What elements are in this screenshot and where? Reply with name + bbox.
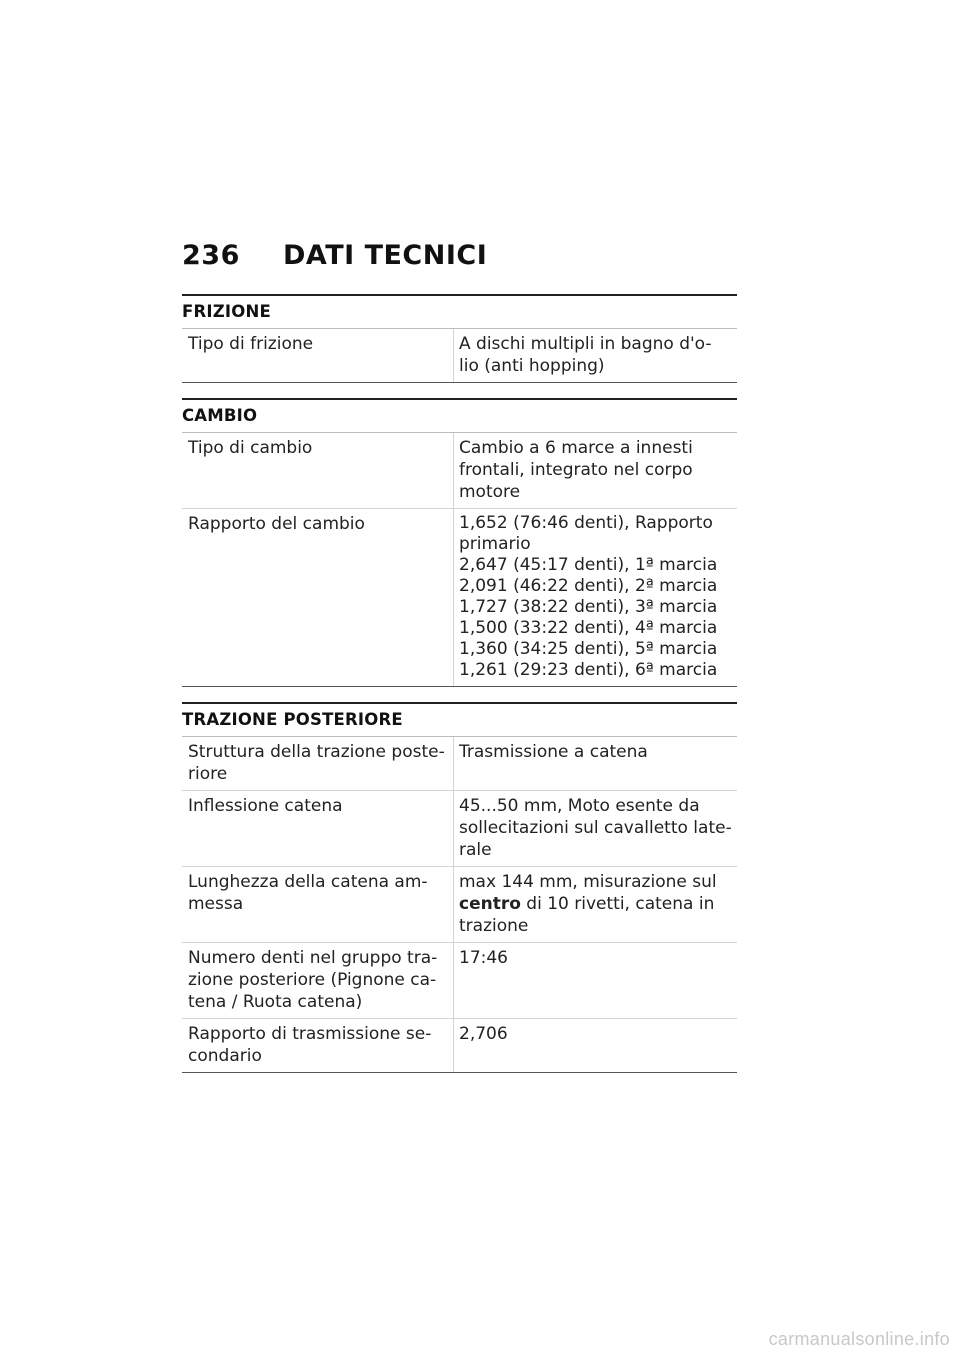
section-title: TRAZIONE POSTERIORE [182, 710, 403, 729]
spec-table [182, 736, 737, 1073]
spec-value: 17:46 [459, 948, 508, 968]
spec-label: Inflessione catena [182, 791, 454, 866]
spec-value-text: max 144 mm, misurazione sul [459, 872, 717, 892]
spec-label: Numero denti nel gruppo tra- zione posteriore (Pignone ca- tena / Ruota catena) [182, 943, 454, 1018]
section-title: FRIZIONE [182, 302, 271, 321]
spec-value-text: di 10 rivetti, catena in trazione [459, 894, 715, 936]
table-row [182, 791, 737, 867]
watermark: carmanualsonline.info [768, 1329, 950, 1349]
spec-value: Trasmissione a catena [459, 742, 648, 762]
spec-value: A dischi multipli in bagno d'o- lio (anti hopping) [459, 334, 712, 376]
table-row [182, 867, 737, 943]
spec-label: Rapporto del cambio [182, 509, 454, 686]
page-header [182, 240, 737, 280]
spec-label: Struttura della trazione poste- riore [182, 737, 454, 790]
section-title: CAMBIO [182, 406, 258, 425]
section-frizione [182, 294, 737, 383]
spec-table [182, 328, 737, 383]
spec-value: 2,706 [459, 1024, 508, 1044]
table-row [182, 943, 737, 1019]
spec-table [182, 432, 737, 687]
spec-label: Tipo di cambio [182, 433, 454, 508]
spec-value-emphasis: centro [459, 894, 521, 914]
spec-value [454, 867, 737, 942]
spec-label: Tipo di frizione [182, 329, 454, 382]
page-number: 236 [182, 240, 240, 271]
table-row [182, 1019, 737, 1073]
document-content [182, 294, 737, 1088]
spec-label: Lunghezza della catena am- messa [182, 867, 454, 942]
page-title: DATI TECNICI [283, 240, 488, 271]
table-row [182, 737, 737, 791]
section-trazione-posteriore [182, 702, 737, 1073]
spec-label: Rapporto di trasmissione se- condario [182, 1019, 454, 1072]
spec-value: Cambio a 6 marce a innesti frontali, integrato nel corpo motore [459, 438, 693, 502]
table-row [182, 329, 737, 383]
spec-value: 45...50 mm, Moto esente da sollecitazioni sul cavalletto late- rale [459, 796, 732, 860]
section-cambio [182, 398, 737, 687]
spec-value: 1,652 (76:46 denti), Rapporto primario 2,647 (45:17 denti), 1ª marcia 2,091 (46:22 denti), 2ª marcia 1,727 (38:22 denti), 3ª marcia 1,500 (33:22 denti), 4ª marcia 1,360 (34:25 denti), 5ª marcia 1,261 (29:23 denti), 6ª marcia [459, 513, 718, 680]
table-row [182, 509, 737, 687]
table-row [182, 433, 737, 509]
